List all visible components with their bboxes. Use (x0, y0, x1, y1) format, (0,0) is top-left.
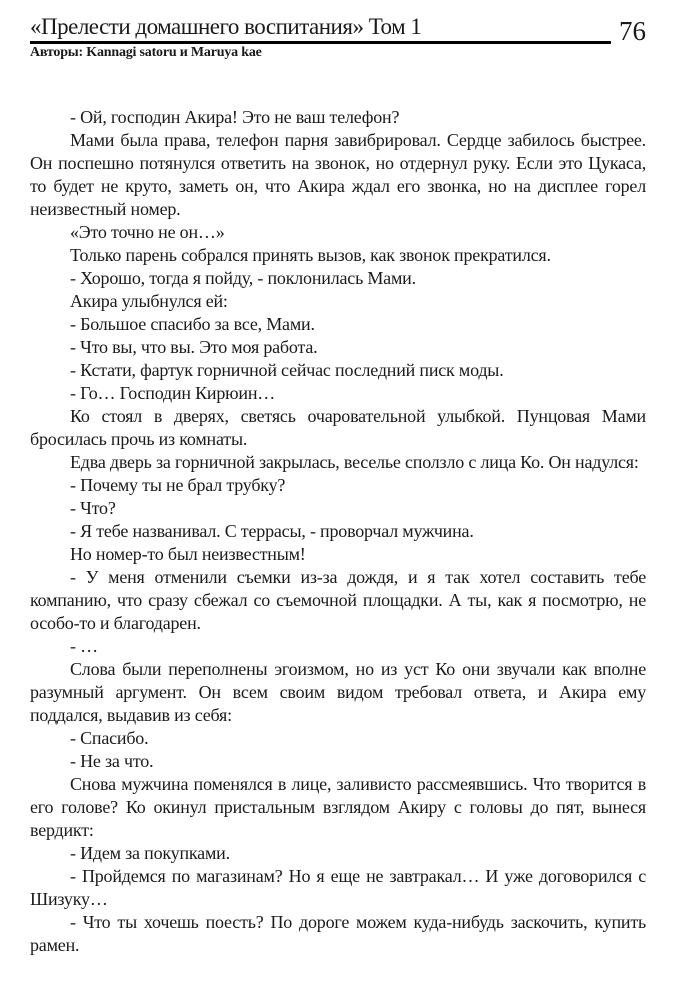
page-body (30, 106, 646, 957)
paragraph: - Кстати, фартук горничной сейчас последний писк моды. (70, 360, 504, 381)
paragraph: - Что? (70, 498, 116, 519)
paragraph: Едва дверь за горничной закрылась, веселье сползло с лица Ко. Он надулся: (70, 452, 639, 473)
page-number: 76 (619, 16, 646, 47)
paragraph: - Идем за покупками. (70, 843, 230, 864)
paragraph: Слова были переполнены эгоизмом, но из уст Ко они звучали как вполне разумный аргумент. Он всем своим видом требовал ответа, и Акира ему поддался, выдавив из себя: (30, 659, 646, 726)
paragraph: Но номер-то был неизвестным! (70, 544, 306, 565)
paragraph: - Я тебе названивал. С террасы, - проворчал мужчина. (70, 521, 474, 542)
paragraph: - Ой, господин Акира! Это не ваш телефон? (70, 107, 400, 128)
page-header (30, 14, 646, 61)
paragraph: - Спасибо. (70, 728, 149, 749)
authors-line: Авторы: Kannagi satoru и Maruya kae (30, 45, 262, 61)
paragraph: «Это точно не он…» (70, 222, 225, 243)
paragraph: - Го… Господин Кирюин… (70, 383, 276, 404)
paragraph: - Пройдемся по магазинам? Но я еще не завтракал… И уже договорился с Шизуку… (30, 866, 646, 910)
paragraph: - … (70, 636, 98, 657)
paragraph: - Что ты хочешь поесть? По дороге можем куда-нибудь заскочить, купить рамен. (30, 912, 646, 956)
paragraph: Только парень собрался принять вызов, как звонок прекратился. (70, 245, 551, 266)
paragraph: - Хорошо, тогда я пойду, - поклонилась Мами. (70, 268, 416, 289)
paragraph: - Почему ты не брал трубку? (70, 475, 286, 496)
paragraph: - Большое спасибо за все, Мами. (70, 314, 315, 335)
paragraph: - У меня отменили съемки из-за дождя, и я так хотел составить тебе компанию, что сразу сбежал со съемочной площадки. А ты, как я посмотрю, не особо-то и благодарен. (30, 567, 646, 634)
paragraph: Снова мужчина поменялся в лице, заливисто рассмеявшись. Что творится в его голове? Ко окинул пристальным взглядом Акиру с головы до пят, вынеся вердикт: (30, 774, 646, 841)
header-title-row (30, 14, 646, 47)
book-title: «Прелести домашнего воспитания» Том 1 (30, 14, 611, 44)
paragraph: Акира улыбнулся ей: (70, 291, 228, 312)
paragraph: - Что вы, что вы. Это моя работа. (70, 337, 318, 358)
paragraph: - Не за что. (70, 751, 154, 772)
paragraph: Мами была права, телефон парня завибрировал. Сердце забилось быстрее. Он поспешно потянулся ответить на звонок, но отдернул руку. Если это Цукаса, то будет не круто, заметь он, что Акира ждал его звонка, но на дисплее горел неизвестный номер. (30, 130, 646, 220)
paragraph: Ко стоял в дверях, светясь очаровательной улыбкой. Пунцовая Мами бросилась прочь из комнаты. (30, 406, 646, 450)
